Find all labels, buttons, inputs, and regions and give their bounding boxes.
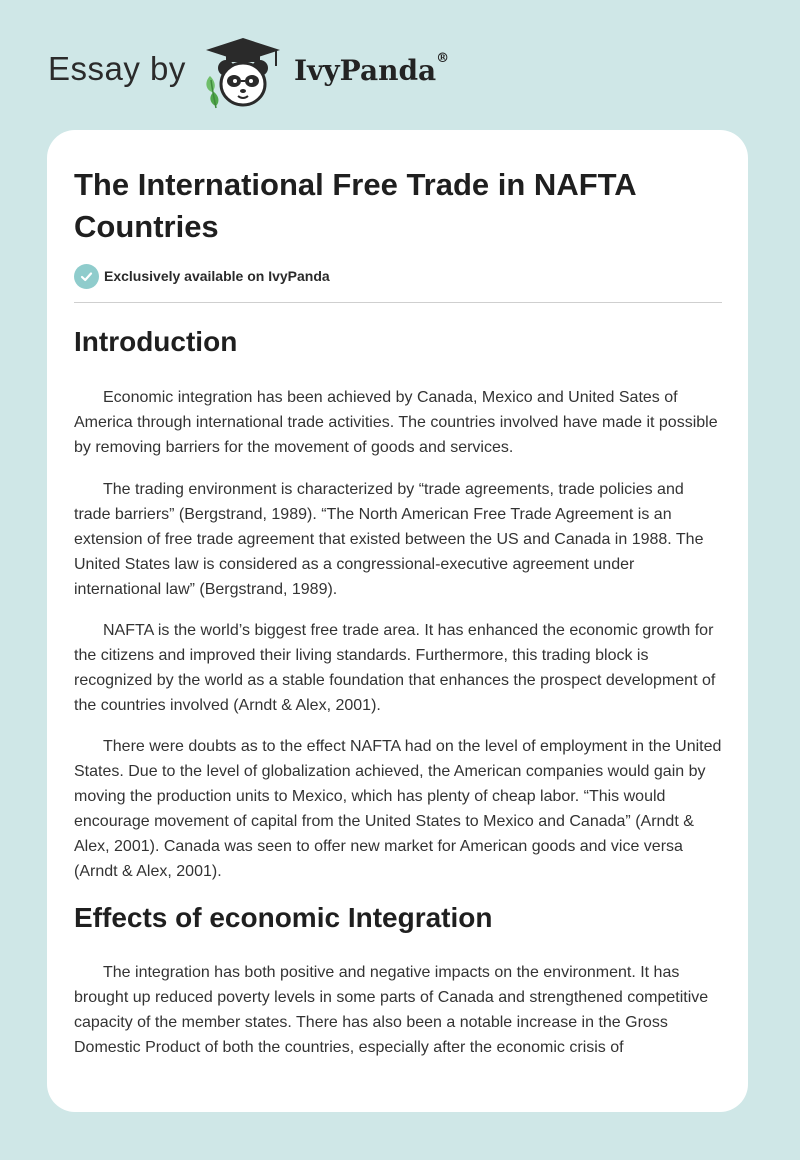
paragraph: There were doubts as to the effect NAFTA had on the level of employment in the United States. Due to the level of globalization achieved, the American companies would gain by moving the production units to Mexico, which has plenty of cheap labor. “This would encourage movement of capital from the United States to Mexico and Canada” (Arndt & Alex, 2001). Canada was seen to offer new market for American goods and vice versa (Arndt & Alex, 2001). <box>74 738 722 880</box>
section-heading-effects: Effects of economic Integration <box>74 902 493 933</box>
paragraph: Economic integration has been achieved by Canada, Mexico and United Sates of America through international trade activities. The countries involved have made it possible by removing barriers for the movement of goods and services. <box>74 389 718 456</box>
exclusive-badge <box>74 263 330 289</box>
paragraph: The integration has both positive and negative impacts on the environment. It has brought up reduced poverty levels in some parts of Canada and strengthened competitive capacity of the member states. There has also been a notable increase in the Gross Domestic Product of both the countries, especially after the economic crisis of <box>74 964 709 1056</box>
paragraph: NAFTA is the world’s biggest free trade area. It has enhanced the economic growth for the citizens and improved their living standards. Furthermore, this trading block is recognized by the world as a stable foundation that enhances the prospect development of the countries involved (Arndt & Alex, 2001). <box>74 622 716 714</box>
section-heading-introduction: Introduction <box>74 326 238 357</box>
registered-mark: ® <box>436 51 450 66</box>
brand-text: IvyPanda <box>294 54 437 87</box>
badge-text: Exclusively available on IvyPanda <box>104 268 330 284</box>
paragraph: The trading environment is characterized by “trade agreements, trade policies and trade barriers” (Bergstrand, 1989). “The North American Free Trade Agreement is an extension of free trade agreement that existed between the US and Canada in 1988. The United States law is considered as a congressional-executive agreement under international law” (Bergstrand, 1989). <box>74 481 704 598</box>
article-title: The International Free Trade in NAFTA Countries <box>74 167 636 244</box>
essay-by-label: Essay by <box>48 50 186 87</box>
ivypanda-logo-icon[interactable] <box>202 36 284 110</box>
brand-name[interactable] <box>294 51 450 87</box>
divider <box>74 302 722 303</box>
check-icon <box>74 264 99 289</box>
site-header <box>48 36 548 116</box>
article-card <box>47 130 748 1112</box>
